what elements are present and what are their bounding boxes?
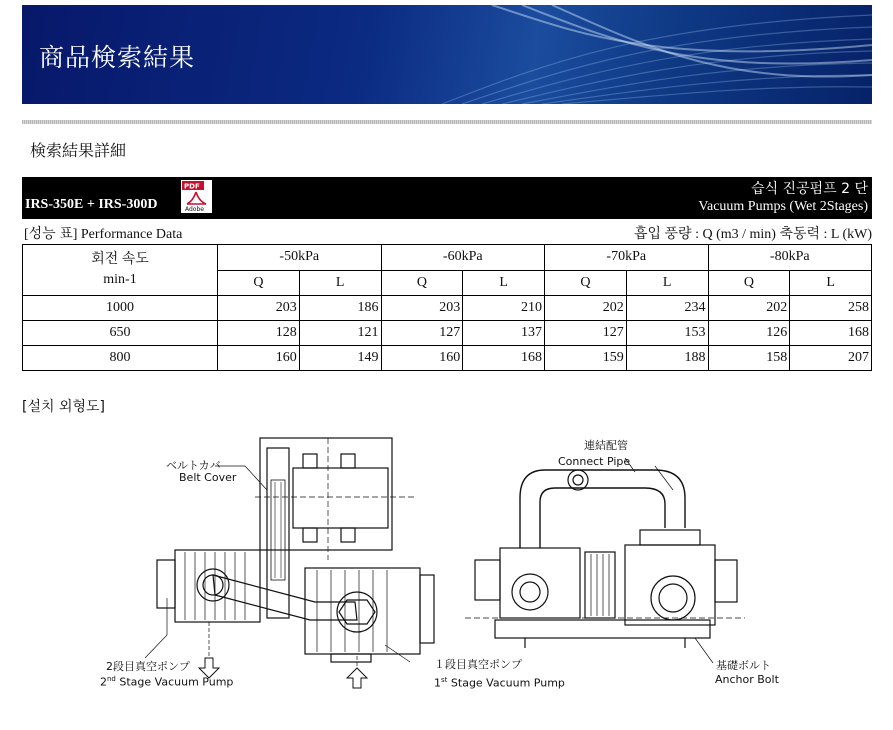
speed-cell: 800 [23,346,218,371]
q-header: Q [545,270,627,296]
header-banner [22,5,872,104]
stage1-pump [305,568,420,654]
product-name: IRS-350E + IRS-300D [25,197,158,212]
anchor-bolt-label-jp: 基礎ボルト [716,659,771,672]
performance-units: 흡입 풍량 : Q (m3 / min) 축동력 : L (kW) [633,227,872,242]
motor-body [293,468,388,528]
q-header: Q [381,270,463,296]
performance-table [22,244,872,371]
value-cell: 210 [463,296,545,321]
pressure-header: -50kPa [218,245,382,271]
belt-cover-label-jp: ベルトカバ [166,459,221,472]
value-cell: 258 [790,296,872,321]
l-header: L [626,270,708,296]
value-cell: 203 [381,296,463,321]
connect-pipe-label-en: Connect Pipe [558,455,631,468]
value-cell: 186 [299,296,381,321]
table-row [23,296,872,321]
value-cell: 127 [381,321,463,346]
value-cell: 202 [708,296,790,321]
value-cell: 160 [218,346,300,371]
performance-caption-row [22,222,872,242]
l-header: L [299,270,381,296]
value-cell: 168 [790,321,872,346]
stage1-label-en: 1st Stage Vacuum Pump [434,676,565,690]
installation-title: [설치 외형도] [22,399,105,415]
value-cell: 158 [708,346,790,371]
pdf-icon-brand: Adobe [185,206,204,213]
product-type-korean: 습식 진공펌프 2 단 [751,181,868,197]
pressure-header: -60kPa [381,245,545,271]
banner-title: 商品検索結果 [39,43,196,72]
base-frame [495,620,710,638]
value-cell: 207 [790,346,872,371]
divider [22,120,872,124]
l-header: L [463,270,545,296]
stage2-label-jp: 2段目真空ポンプ [106,660,190,673]
value-cell: 127 [545,321,627,346]
connect-pipe-label-jp: 連結配管 [584,439,628,452]
table-header-row [23,245,872,271]
stage1-label-jp: １段目真空ポンプ [434,658,522,671]
table-row [23,321,872,346]
stage2-pump [175,550,260,622]
value-cell: 128 [218,321,300,346]
pdf-icon-label: PDF [184,182,200,191]
speed-cell: 650 [23,321,218,346]
speed-header-cell [23,245,218,296]
connect-pipe [520,470,685,548]
anchor-bolt-label-en: Anchor Bolt [715,673,779,686]
stage2-label-en: 2nd Stage Vacuum Pump [100,675,234,689]
interstage-pipe [213,575,357,620]
value-cell: 188 [626,346,708,371]
value-cell: 137 [463,321,545,346]
value-cell: 160 [381,346,463,371]
table-row [23,346,872,371]
pdf-download-icon[interactable] [181,180,212,213]
speed-unit: min-1 [103,272,137,287]
l-header: L [790,270,872,296]
speed-header: 회전 속도 [91,252,149,267]
product-type-english: Vacuum Pumps (Wet 2Stages) [698,199,868,214]
value-cell: 159 [545,346,627,371]
motor-frame [260,438,392,550]
pressure-header: -80kPa [708,245,872,271]
speed-cell: 1000 [23,296,218,321]
value-cell: 168 [463,346,545,371]
value-cell: 203 [218,296,300,321]
belt-cover-label-en: Belt Cover [179,471,237,484]
section-title: 検索結果詳細 [30,141,127,160]
q-header: Q [218,270,300,296]
value-cell: 126 [708,321,790,346]
pressure-header: -70kPa [545,245,709,271]
value-cell: 153 [626,321,708,346]
q-header: Q [708,270,790,296]
stage1-pump-side [625,545,715,625]
value-cell: 202 [545,296,627,321]
product-header-bar [22,177,872,219]
value-cell: 234 [626,296,708,321]
value-cell: 149 [299,346,381,371]
value-cell: 121 [299,321,381,346]
performance-label: [성능 표] Performance Data [24,227,183,242]
